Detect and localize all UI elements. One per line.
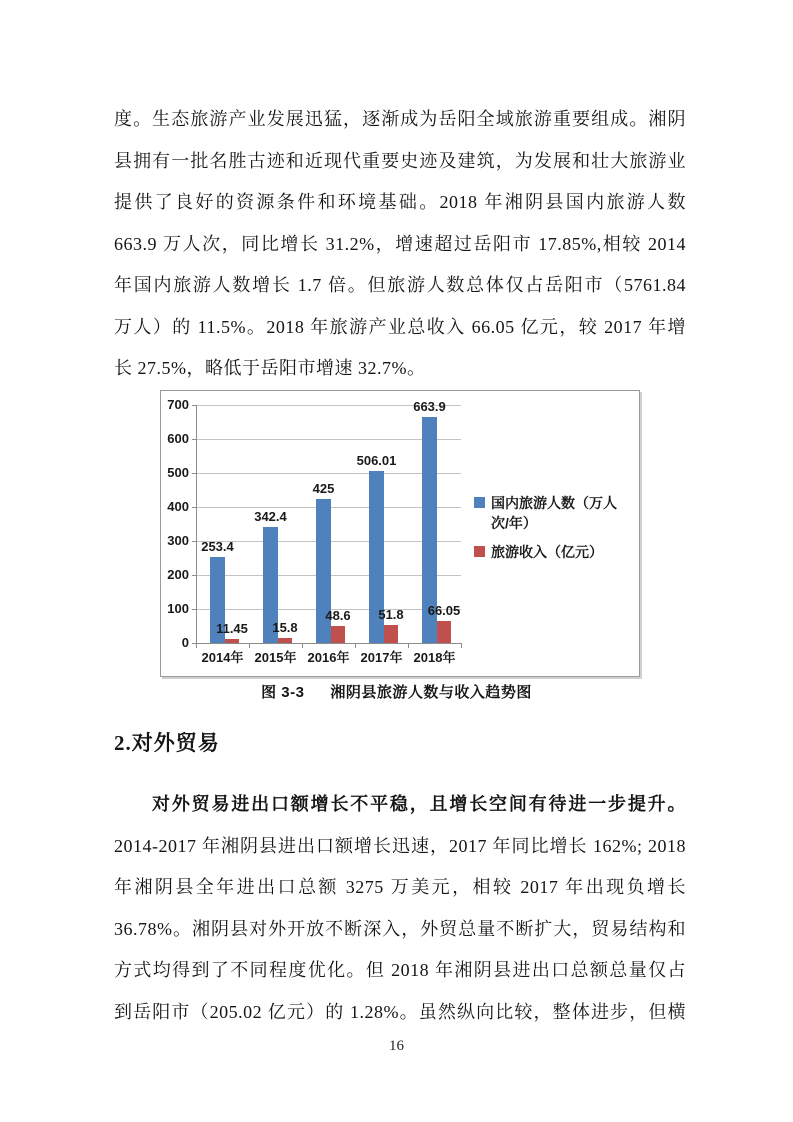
legend-swatch-icon: [474, 497, 485, 508]
text-line: 方式均得到了不同程度优化。但 2018 年湘阴县进出口总额总量仅占: [114, 960, 686, 980]
tourism-chart: [160, 390, 640, 677]
y-tick-label: 300: [167, 533, 189, 548]
paragraph-tourism: [114, 99, 686, 390]
data-label-revenue: 51.8: [378, 607, 404, 623]
figure-caption: [0, 681, 793, 702]
x-tick: [302, 643, 303, 648]
text-line: 万人）的 11.5%。2018 年旅游产业总收入 66.05 亿元，较 2017 年增: [114, 316, 686, 337]
x-tick: [461, 643, 462, 648]
text-line: 663.9 万人次，同比增长 31.2%，增速超过岳阳市 17.85%,相较 2014: [114, 233, 686, 254]
legend-label: 旅游收入（亿元）: [491, 544, 603, 560]
y-tick-label: 400: [167, 499, 189, 514]
text-line: 度。生态旅游产业发展迅猛，逐渐成为岳阳全域旅游重要组成。湘阴: [114, 109, 686, 129]
bar-revenue: [278, 638, 292, 643]
data-label-revenue: 15.8: [272, 619, 298, 635]
chart-legend: [474, 493, 634, 571]
paragraph-foreign-trade: [114, 784, 686, 1033]
bar-revenue: [437, 621, 451, 643]
text-line: 36.78%。湘阴县对外开放不断深入，外贸总量不断扩大，贸易结构和: [114, 918, 686, 939]
figure-caption-title: 湘阴县旅游人数与收入趋势图: [330, 684, 532, 701]
text-line: 2014-2017 年湘阴县进出口额增长迅速，2017 年同比增长 162%; 2018: [114, 835, 686, 856]
y-axis-line: [196, 405, 197, 643]
x-category-label: 2017年: [360, 650, 403, 665]
legend-item: [474, 542, 634, 562]
x-category-label: 2016年: [307, 650, 350, 665]
text-line: 县拥有一批名胜古迹和近现代重要史迹及建筑，为发展和壮大旅游业: [114, 150, 686, 171]
y-tick-label: 0: [181, 635, 189, 650]
text-line: 到岳阳市（205.02 亿元）的 1.28%。虽然纵向比较，整体进步，但横: [114, 1001, 686, 1022]
data-label-tourists: 425: [312, 480, 335, 496]
x-tick: [196, 643, 197, 648]
data-label-tourists: 253.4: [201, 538, 234, 554]
y-tick-label: 700: [167, 397, 189, 412]
x-tick: [355, 643, 356, 648]
x-category-label: 2018年: [413, 650, 456, 665]
figure-caption-label: 图 3-3: [261, 684, 305, 701]
text-line: 提供了良好的资源条件和环境基础。2018 年湘阴县国内旅游人数: [114, 192, 686, 212]
x-tick: [408, 643, 409, 648]
data-label-revenue: 11.45: [216, 621, 248, 637]
data-label-tourists: 506.01: [356, 452, 397, 468]
data-label-revenue: 48.6: [325, 608, 351, 624]
data-label-revenue: 66.05: [427, 602, 461, 618]
data-label-tourists: 342.4: [254, 508, 287, 524]
text-line: 年国内旅游人数增长 1.7 倍。但旅游人数总体仅占岳阳市（5761.84: [114, 275, 686, 295]
y-tick-label: 200: [167, 567, 189, 582]
bar-revenue: [331, 626, 345, 643]
x-category-label: 2015年: [254, 650, 297, 665]
x-axis-line: [192, 643, 461, 644]
lead-sentence: 对外贸易进出口额增长不平稳，且增长空间有待进一步提升。: [152, 794, 686, 814]
y-tick-label: 100: [167, 601, 189, 616]
page-number: 16: [389, 1038, 404, 1054]
x-category-label: 2014年: [201, 650, 244, 665]
legend-label: 国内旅游人数（万人次/年）: [491, 495, 617, 531]
text-line: 长 27.5%，略低于岳阳市增速 32.7%。: [114, 358, 426, 378]
data-label-tourists: 663.9: [413, 399, 446, 415]
text-line: 年湘阴县全年进出口总额 3275 万美元，相较 2017 年出现负增长: [114, 877, 686, 897]
legend-swatch-icon: [474, 546, 485, 557]
y-tick-label: 500: [167, 465, 189, 480]
legend-item: [474, 493, 634, 533]
x-tick: [249, 643, 250, 648]
bar-revenue: [225, 639, 239, 643]
bar-revenue: [384, 625, 398, 643]
section-heading: 2.对外贸易: [114, 731, 220, 755]
y-tick-label: 600: [167, 431, 189, 446]
